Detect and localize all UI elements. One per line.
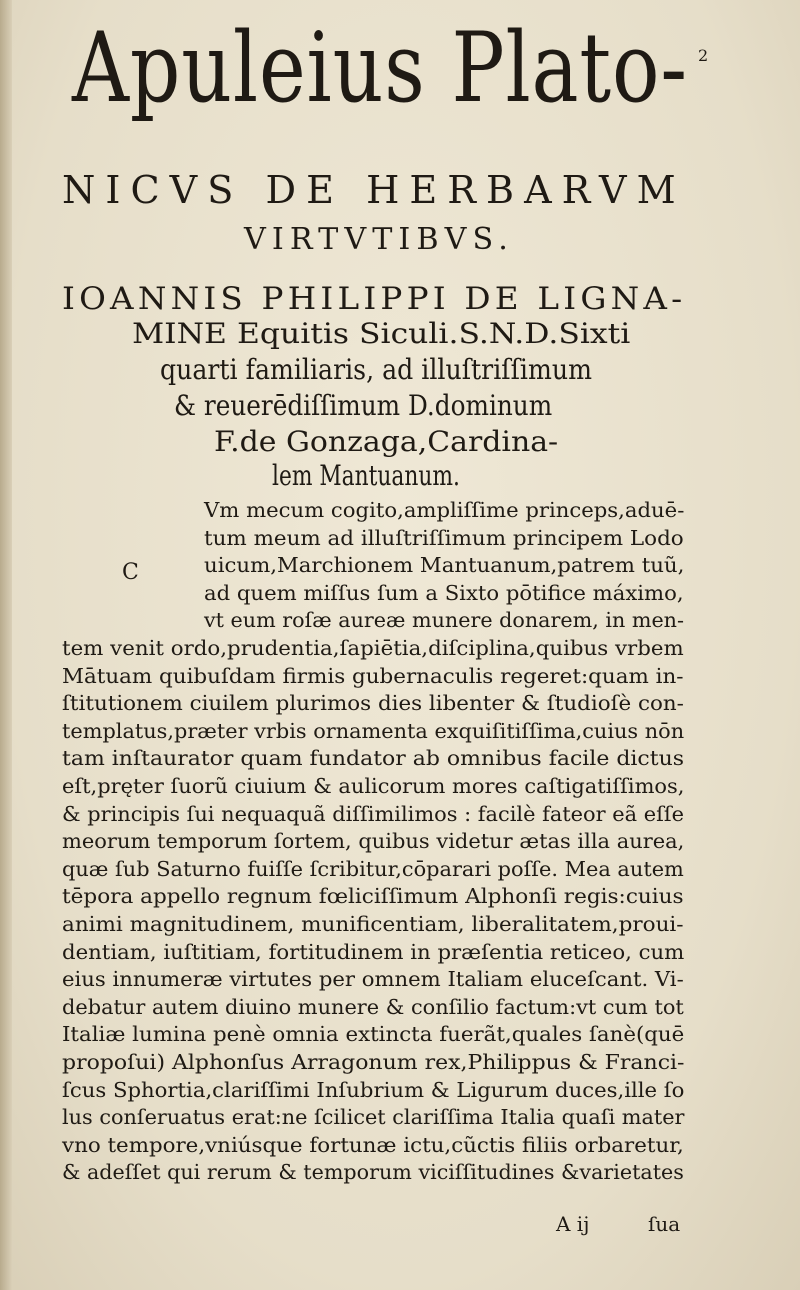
dedication-line: & reuerēdiſſimum D.dominum — [174, 389, 553, 422]
body-line: ad quem miſſus ſum a Sixto pōtifice máximo, — [204, 580, 684, 605]
body-line: ſtitutionem ciuilem plurimos dies libenter & ſtudioſè con- — [62, 691, 684, 716]
body-line: Italiæ lumina penè omnia extincta fuerãt,quales ſanè(quē — [62, 1022, 685, 1047]
catchword: ſua — [648, 1212, 681, 1236]
body-line: ſcus Sphortia,clariſſimi Inſubrium & Ligurum duces,ille ſo — [62, 1077, 685, 1102]
body-line: Mātuam quibuſdam firmis gubernaculis regeret:quam in- — [62, 663, 684, 688]
body-line: & adeſſet qui rerum & temporum viciſſitudines &varietates — [62, 1160, 684, 1185]
body-line: tem venit ordo,prudentia,ſapiētia,diſciplina,quibus vrbem — [62, 636, 684, 660]
body-line: tam inſtaurator quam fundator ab omnibus facile dictus — [62, 746, 685, 771]
body-line: vt eum roſæ aureæ munere donarem, in men- — [204, 608, 684, 633]
dedication-line: MINE Equitis Siculi.S.N.D.Sixti — [132, 317, 631, 350]
page-edge — [0, 0, 12, 1290]
title-line-2: NICVS DE HERBARVM — [62, 168, 686, 212]
folio-number: 2 — [698, 46, 709, 65]
dedication-line: lem Mantuanum. — [272, 459, 460, 492]
body-line: & principis ſui nequaquã diſſimilimos : facilè fateor eã eſſe — [62, 801, 684, 826]
body-line: Vm mecum cogito,ampliſſime princeps,aduē- — [204, 498, 685, 522]
body-line: eius innumeræ virtutes per omnem Italiam eluceſcant. Vi- — [62, 967, 684, 992]
body-line: animi magnitudinem, munificentiam, liberalitatem,proui- — [62, 912, 684, 936]
body-line: templatus,præter vrbis ornamenta exquiſitiſſima,cuius nōn — [62, 718, 685, 743]
body-line: debatur autem diuino munere & conſilio factum:vt cum tot — [62, 994, 684, 1019]
body-line: lus conſeruatus erat:ne ſcilicet clariſſima Italia quaſi mater — [62, 1105, 685, 1130]
title-line-1: Apuleius Plato- — [72, 12, 688, 124]
body-line: uicum,Marchionem Mantuanum,patrem tuũ, — [204, 553, 685, 578]
body-line: tēpora appello regnum fœliciſſimum Alphonſi regis:cuius — [62, 884, 684, 909]
body-line: vno tempore,vniúsque fortunæ ictu,cũctis filiis orbaretur, — [62, 1132, 684, 1157]
drop-cap-guide-letter: C — [122, 560, 139, 585]
body-line: tum meum ad illuſtriſſimum principem Lodo — [204, 525, 684, 550]
body-line: eſt,pręter ſuorũ ciuium & aulicorum mores caſtigatiſſimos, — [62, 774, 685, 798]
dedication-line: F.de Gonzaga,Cardina- — [214, 425, 559, 458]
body-line: propoſui) Alphonſus Arragonum rex,Philippus & Franci- — [62, 1050, 685, 1074]
body-line: quæ ſub Saturno fuiſſe ſcribitur,cōparari poſſe. Mea autem — [62, 856, 684, 881]
body-line: meorum temporum ſortem, quibus videtur ætas illa aurea, — [62, 829, 685, 854]
dedication-line: IOANNIS PHILIPPI DE LIGNA- — [62, 281, 687, 317]
title-line-3: VIRTVTIBVS. — [244, 222, 514, 257]
dedication-line: quarti familiaris, ad illuſtriſſimum — [160, 353, 593, 386]
body-line: dentiam, iuſtitiam, fortitudinem in præſentia reticeo, cum — [62, 939, 685, 964]
signature-mark: A ij — [556, 1212, 590, 1236]
